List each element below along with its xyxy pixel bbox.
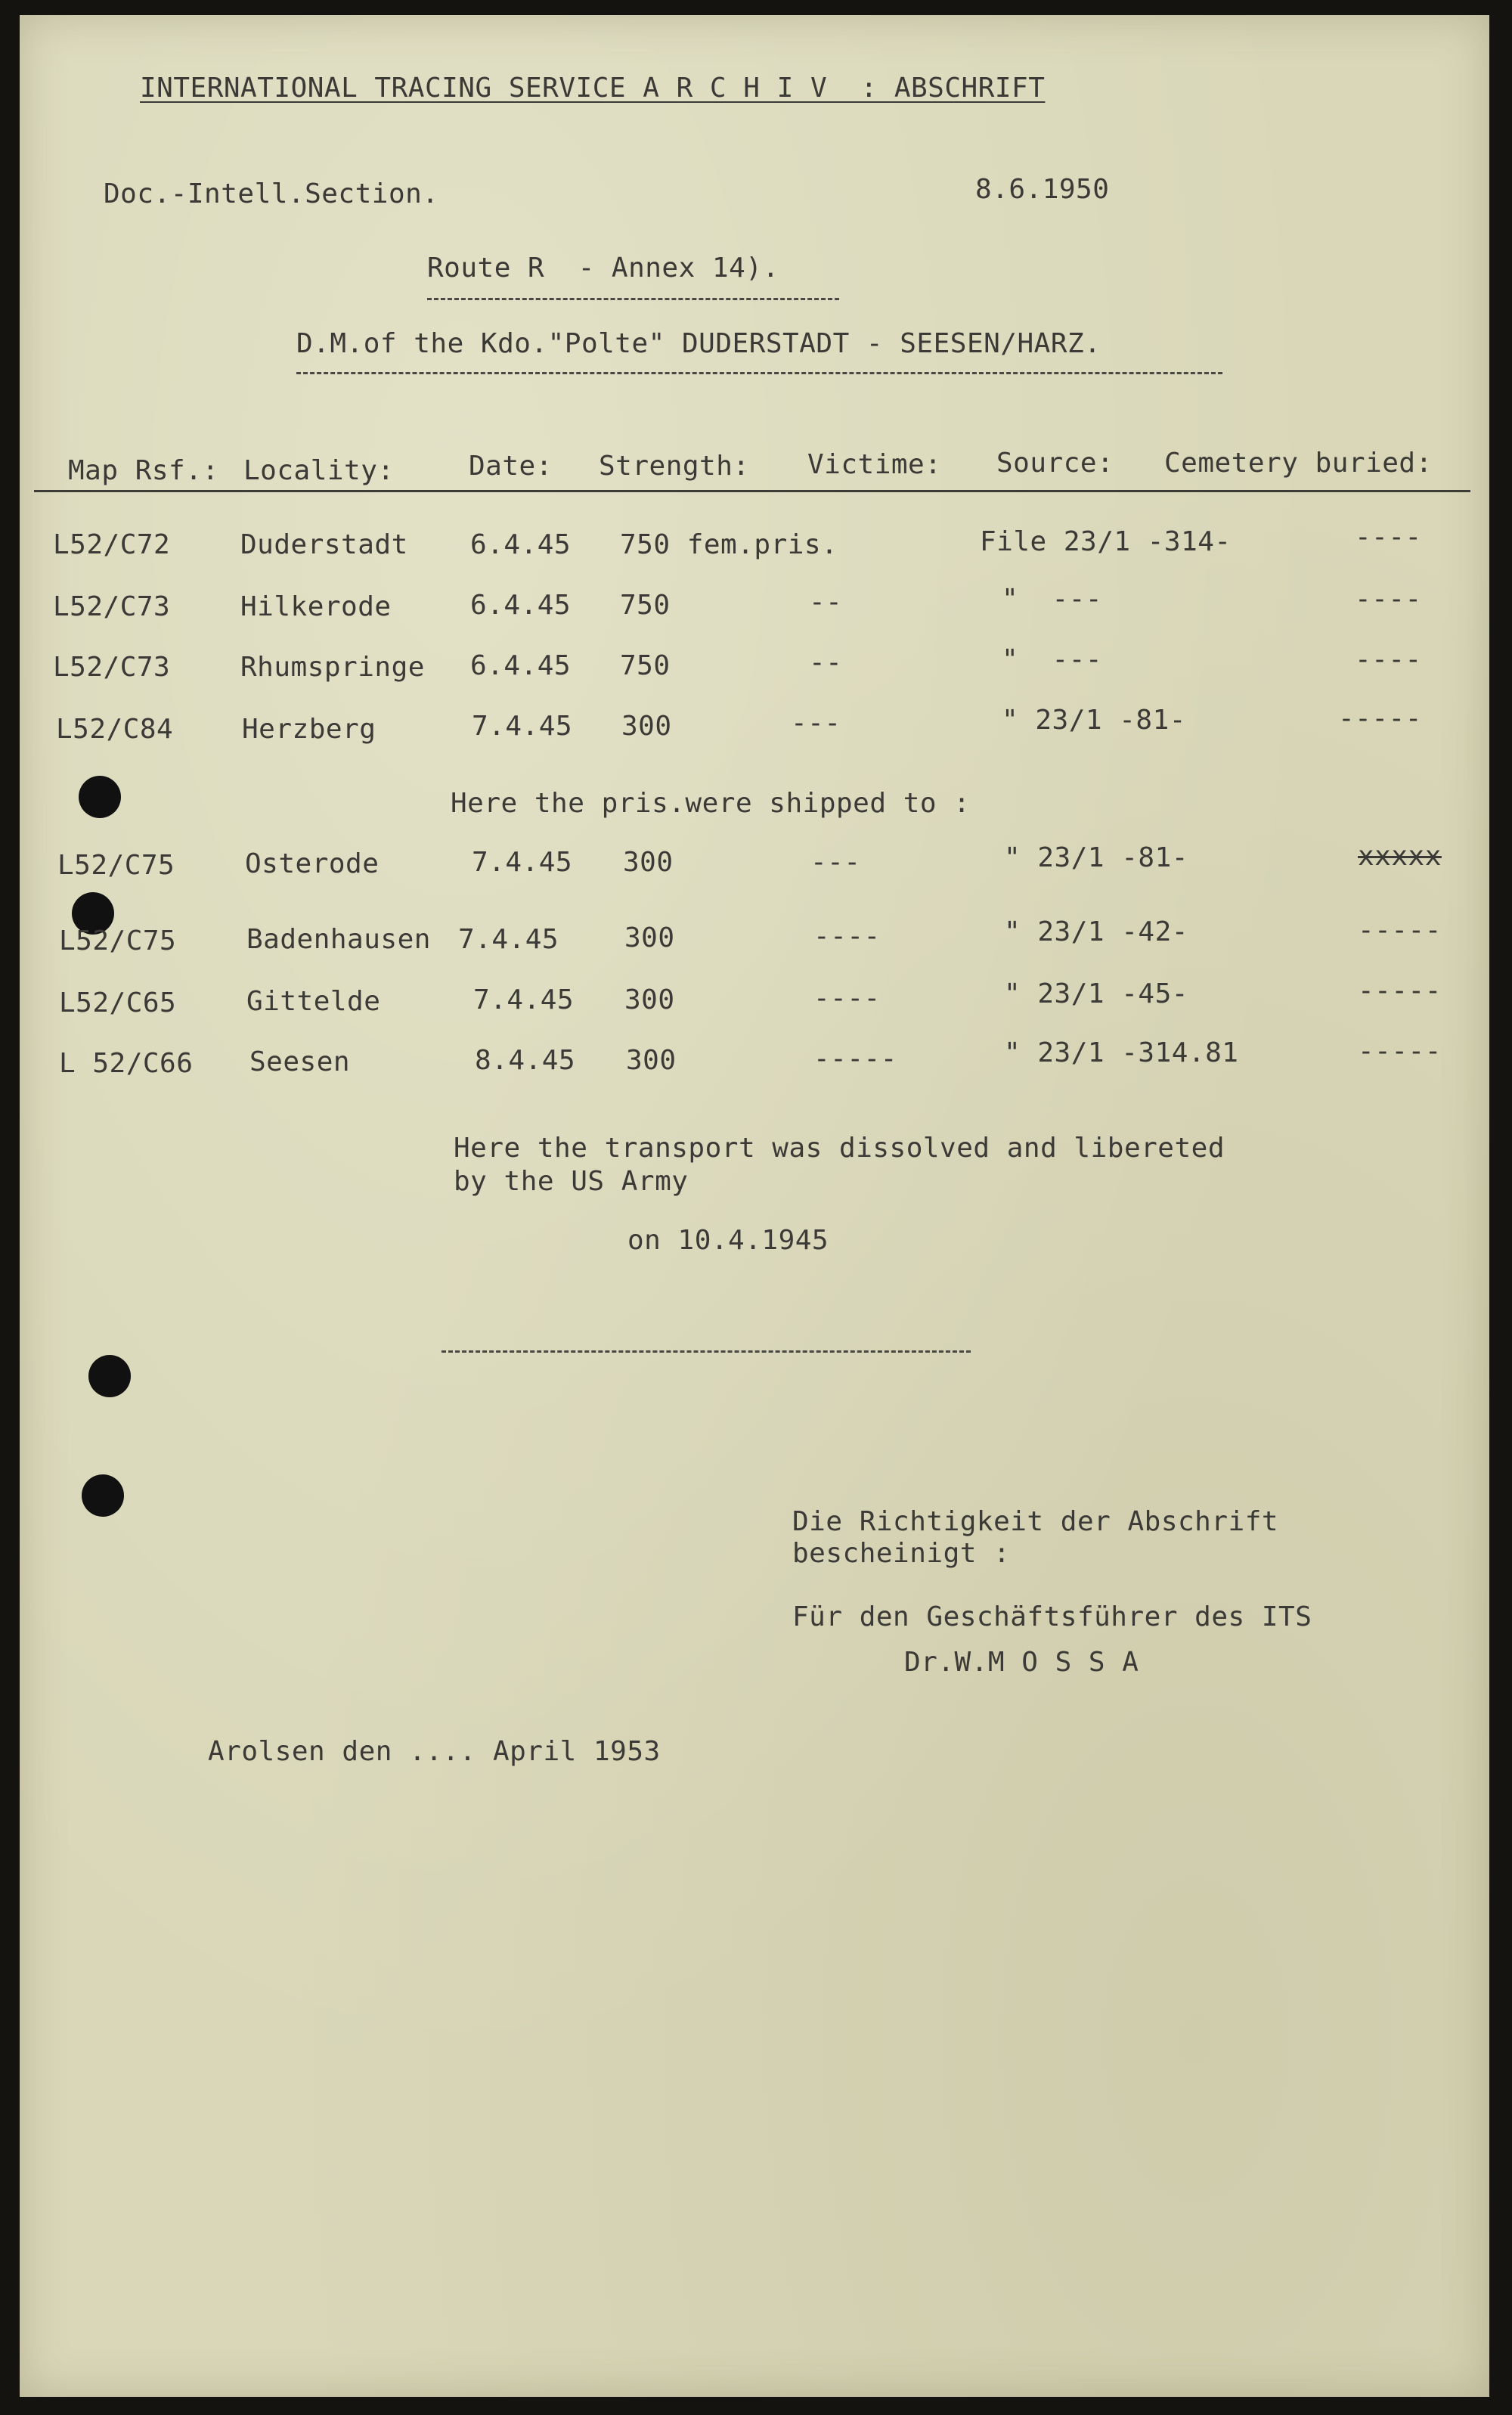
date: 7.4.45 [473,984,575,1015]
source: " 23/1 -81- [1004,842,1188,873]
route-underline [427,298,839,300]
strength: 300 [624,984,675,1015]
map-ref: L52/C75 [59,925,177,956]
closing-line-3: on 10.4.1945 [627,1225,829,1256]
locality: Duderstadt [240,529,408,560]
certification-line-2: bescheinigt : [792,1538,1011,1569]
strength: 750 fem.pris. [620,529,838,560]
col-header-map: Map Rsf.: [68,455,219,486]
map-ref: L 52/C66 [59,1048,194,1079]
date: 7.4.45 [472,711,573,742]
source: " 23/1 -81- [1002,705,1186,736]
victims: -- [809,647,843,678]
certification-line-3: Für den Geschäftsführer des ITS [792,1601,1312,1632]
cemetery: ---- [1355,584,1422,615]
strength: 750 [620,590,671,621]
source: " 23/1 -45- [1004,978,1188,1009]
col-header-strength: Strength: [599,451,750,482]
certification-line-1: Die Richtigkeit der Abschrift [792,1506,1279,1537]
shipped-note: Here the pris.were shipped to : [451,788,971,819]
col-header-locality: Locality: [243,455,395,486]
punch-hole [88,1355,131,1397]
date: 6.4.45 [470,650,572,681]
cemetery: ----- [1358,975,1442,1006]
source: " --- [1002,584,1103,615]
source: " 23/1 -314.81 [1004,1037,1239,1068]
victims: --- [810,847,861,878]
strength: 750 [620,650,671,681]
victims: ---- [813,921,881,952]
certification-signatory: Dr.W.M O S S A [904,1647,1139,1678]
closing-line-2: by the US Army [454,1166,689,1197]
map-ref: L52/C73 [53,591,171,622]
source: " 23/1 -42- [1004,916,1188,947]
source: " --- [1002,644,1103,675]
header-rule [34,490,1470,492]
date: 8.4.45 [475,1045,576,1076]
locality: Hilkerode [240,591,392,622]
cemetery: ----- [1358,915,1442,946]
map-ref: L52/C75 [57,850,175,881]
cemetery: xxxxx [1358,841,1442,872]
map-ref: L52/C65 [59,987,177,1018]
locality: Herzberg [242,714,376,745]
victims: ---- [813,983,881,1014]
punch-hole [82,1474,124,1517]
map-ref: L52/C72 [53,529,171,560]
strength: 300 [626,1045,677,1076]
map-ref: L52/C73 [53,652,171,683]
locality: Seesen [249,1046,351,1077]
locality: Osterode [245,848,380,879]
date: 6.4.45 [470,529,572,560]
col-header-date: Date: [469,451,553,482]
map-ref: L52/C84 [56,714,174,745]
cemetery: ---- [1355,522,1422,553]
victims: ----- [813,1043,897,1074]
col-header-victims: Victime: [807,449,942,480]
locality: Gittelde [246,986,381,1017]
col-header-source: Source: [996,448,1114,479]
route-title: Route R - Annex 14). [427,253,779,284]
section-name: Doc.-Intell.Section. [104,178,439,209]
locality: Rhumspringe [240,652,425,683]
source: File 23/1 -314- [980,526,1232,557]
closing-line-1: Here the transport was dissolved and libereted [454,1133,1225,1164]
document-date: 8.6.1950 [975,174,1110,205]
date: 7.4.45 [472,847,573,878]
strength: 300 [623,847,674,878]
date: 6.4.45 [470,590,572,621]
place-and-date: Arolsen den .... April 1953 [208,1736,661,1767]
col-header-cemetery: Cemetery buried: [1164,448,1433,479]
victims: -- [809,587,843,618]
transport-subject: D.M.of the Kdo."Polte" DUDERSTADT - SEESEN/HARZ. [296,328,1101,359]
cemetery: ----- [1338,703,1422,734]
punch-hole [79,776,121,818]
cemetery: ---- [1355,644,1422,675]
subject-underline [296,372,1222,374]
cemetery: ----- [1358,1036,1442,1067]
archive-header-line: INTERNATIONAL TRACING SERVICE A R C H I V : ABSCHRIFT [140,73,1046,104]
strength: 300 [621,711,672,742]
victims: --- [791,708,841,739]
date: 7.4.45 [458,924,559,955]
locality: Badenhausen [246,924,431,955]
strength: 300 [624,922,675,953]
end-separator [442,1350,971,1353]
